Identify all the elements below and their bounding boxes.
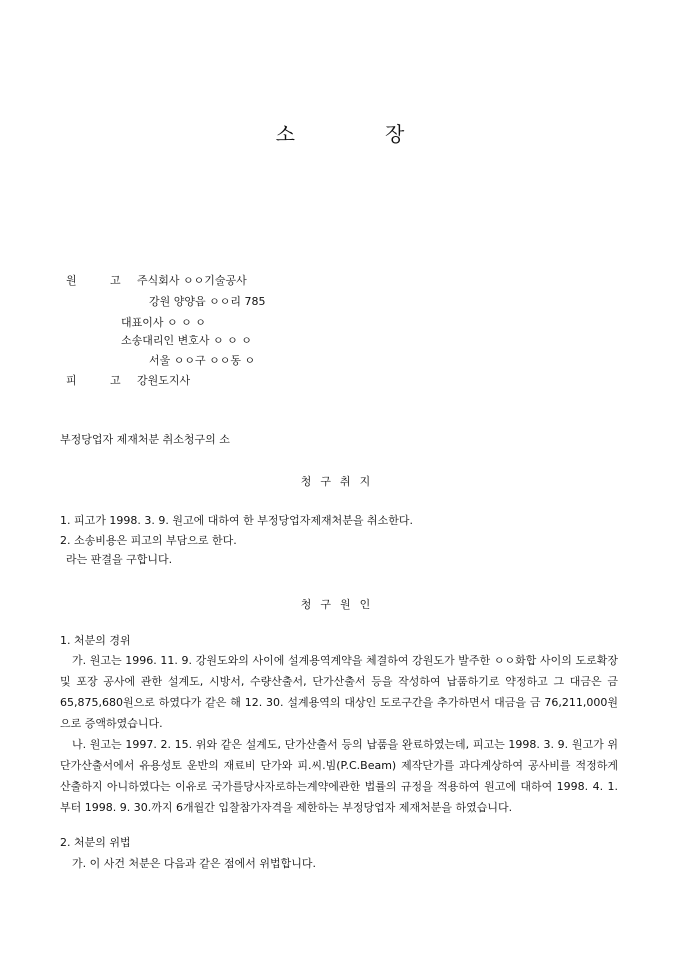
section-2-paragraph-ga: 가. 이 사건 처분은 다음과 같은 점에서 위법합니다. <box>72 857 316 870</box>
section-1-paragraph-na: 나. 원고는 1997. 2. 15. 위와 같은 설계도, 단가산출서 등의 납품을 완료하였는데, 피고는 1998. 3. 9. 원고가 위 단가산출서에서 유용성토 운반의 재료비 단가와 피.씨.빔(P.C.Beam) 제작단가를 과다계상하여 공사비를 적정하게 산출하지 아니하였다는 이유로 국가를당사자로하는계약에관한 법률의 규정을 적용하여 원고에 대하여 1998. 4. 1.부터 1998. 9. 30.까지 6개월간 입찰참가자격을 제한하는 부정당업자 제재처분을 하였습니다. <box>60 738 618 814</box>
case-name: 부정당업자 제재처분 취소청구의 소 <box>60 433 230 446</box>
title-char-2: 장 <box>385 122 405 146</box>
section-1-title: 1. 처분의 경위 <box>60 634 131 647</box>
document-title <box>0 118 680 147</box>
claim-item-1: 1. 피고가 1998. 3. 9. 원고에 대하여 한 부정당업자제재처분을 취소한다. <box>60 514 413 527</box>
attorney: 소송대리인 변호사 ㅇ ㅇ ㅇ <box>121 334 252 347</box>
claim-closing: 라는 판결을 구합니다. <box>66 553 173 566</box>
cause-heading: 청구원인 <box>300 598 380 611</box>
title-char-1: 소 <box>275 122 295 146</box>
plaintiff-label-1: 원 <box>66 274 77 287</box>
section-1-paragraph-ga: 가. 원고는 1996. 11. 9. 강원도와의 사이에 설계용역계약을 체결하여 강원도가 발주한 ㅇㅇ화합 사이의 도로확장 및 포장 공사에 관한 설계도, 시방서, 수량산출서, 단가산출서 등을 작성하여 납품하기로 약정하고 그 대금은 금 65,875,680원으로 하였다가 같은 해 12. 30. 설계용역의 대상인 도로구간을 추가하면서 대금을 금 76,211,000원으로 증액하였습니다. <box>60 654 618 730</box>
plaintiff-name: 주식회사 ㅇㅇ기술공사 <box>137 274 247 287</box>
claim-item-2: 2. 소송비용은 피고의 부담으로 한다. <box>60 534 237 547</box>
claim-heading: 청구취지 <box>300 475 380 488</box>
plaintiff-label-2: 고 <box>110 274 121 287</box>
section-2-title: 2. 처분의 위법 <box>60 836 131 849</box>
defendant-label-2: 고 <box>110 374 121 387</box>
attorney-address: 서울 ㅇㅇ구 ㅇㅇ동 ㅇ <box>149 354 256 367</box>
defendant-label-1: 피 <box>66 374 77 387</box>
defendant-name: 강원도지사 <box>137 374 191 387</box>
representative: 대표이사 ㅇ ㅇ ㅇ <box>121 316 206 329</box>
plaintiff-address: 강원 양양읍 ㅇㅇ리 785 <box>149 295 266 308</box>
